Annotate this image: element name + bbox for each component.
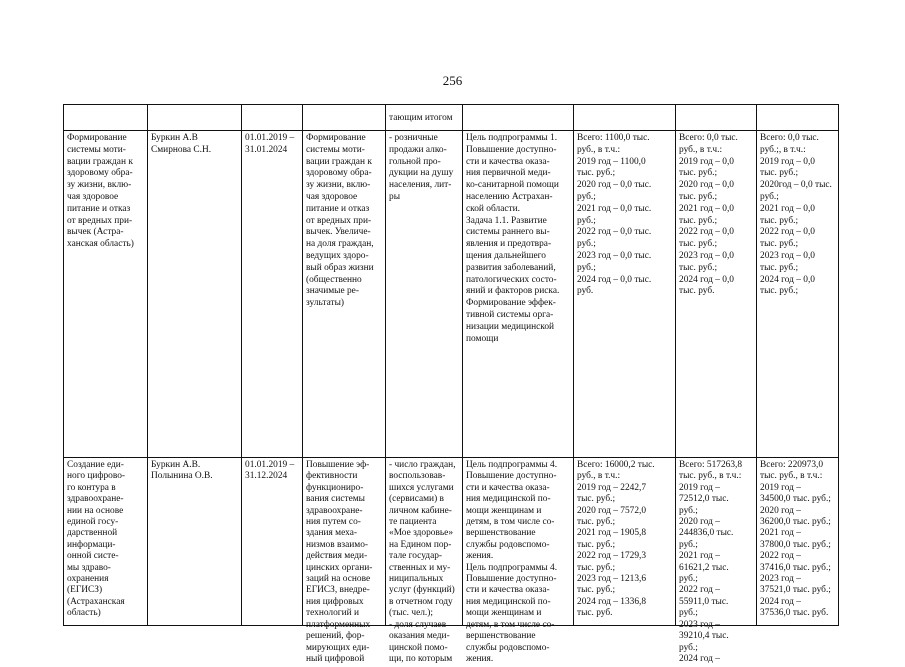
header-cell-indicator: тающим итогом: [389, 113, 453, 123]
cell-responsible: Буркин А.В Смирнова С.Н.: [151, 133, 212, 155]
cell-funding-3: Всего: 0,0 тыс. руб.;, в т.ч.: 2019 год – 0,0 тыс. руб.; 2020год – 0,0 тыс. руб.; 2021 год – 0,0 тыс. руб.; 2022 год – 0,0 тыс. руб.; 2023 год – 0,0 тыс. руб.; 2024 год – 0,0 тыс. руб.;: [760, 133, 832, 297]
cell-funding-2: Всего: 0,0 тыс. руб., в т.ч.: 2019 год – 0,0 тыс. руб.; 2020 год – 0,0 тыс. руб.; 2021 год – 0,0 тыс. руб.; 2022 год – 0,0 тыс. руб.; 2023 год – 0,0 тыс. руб.; 2024 год – 0,0 тыс. руб.: [679, 133, 738, 297]
cell-dates: 01.01.2019 – 31.01.2024: [245, 133, 295, 155]
cell-result: Формирование системы моти- вации граждан к здоровому обра- зу жизни, вклю- чая здоровое питание и отказ от вредных при- вычек. Увеличе- на доля граждан, ведущих здоро- вый образ жизни (общественно значимые ре- зультаты): [306, 133, 374, 309]
cell-responsible: Буркин А.В. Полынина О.В.: [151, 460, 213, 482]
cell-event-name: Создание еди- ного цифрово- го контура в здравоохране- нии на основе единой госу- дарственной информаци- онной систе- мы здраво- охранения (ЕГИСЗ) (Астраханская область): [67, 460, 126, 619]
cell-event-name: Формирование системы моти- вации граждан к здоровому обра- зу жизни, вклю- чая здоровое питание и отказ от вредных при- вычек (Астра- ханская область): [67, 133, 134, 250]
cell-goal: Цель подпрограммы 1. Повышение доступно- сти и качества оказа- ния первичной меди- ко-санитарной помощи населению Астрахан- ской области. Задача 1.1. Развитие системы раннего вы- явления и предотвра- щения дальнейшего развития заболеваний, патологических состо- яний и факторов риска. Формирование эффек- тивной системы орга- низации медицинской помощи: [466, 133, 560, 344]
cell-funding-2: Всего: 517263,8 тыс. руб., в т.ч.: 2019 год – 72512,0 тыс. руб.; 2020 год – 244836,0 тыс. руб.; 2021 год – 61621,2 тыс. руб.; 2022 год – 55911,0 тыс. руб.; 2023 год – 39210,4 тыс. руб.; 2024 год –: [679, 460, 743, 664]
cell-result: Повышение эф- фективности функциониро- вания системы здравоохране- ния путем со- здания меха- низмов взаимо- действия меди- цинских органи- заций на основе ЕГИСЗ, внедре- ния цифровых технологий и платформенных решений, фор- мирующих еди- ный цифровой: [306, 460, 373, 664]
cell-funding-3: Всего: 220973,0 тыс. руб., в т.ч.: 2019 год – 34500,0 тыс. руб.; 2020 год – 36200,0 тыс. руб.; 2021 год – 37800,0 тыс. руб.; 2022 год – 37416,0 тыс. руб.; 2023 год – 37521,0 тыс. руб.; 2024 год – 37536,0 тыс. руб.: [760, 460, 831, 619]
cell-funding-1: Всего: 16000,2 тыс. руб., в т.ч.: 2019 год – 2242,7 тыс. руб.; 2020 год – 7572,0 тыс. руб.; 2021 год – 1905,8 тыс. руб.; 2022 год – 1729,3 тыс. руб.; 2023 год – 1213,6 тыс. руб.; 2024 год – 1336,8 тыс. руб.: [577, 460, 655, 619]
cell-funding-1: Всего: 1100,0 тыс. руб., в т.ч.: 2019 год – 1100,0 тыс. руб.; 2020 год – 0,0 тыс. руб.; 2021 год – 0,0 тыс. руб.; 2022 год – 0,0 тыс. руб.; 2023 год – 0,0 тыс. руб.; 2024 год – 0,0 тыс. руб.: [577, 133, 652, 297]
program-table: [63, 104, 839, 664]
cell-indicator: - розничные продажи алко- гольной про- дукции на душу населения, лит- ры: [389, 133, 454, 202]
table-row: [64, 458, 838, 664]
table-row: [64, 131, 838, 458]
cell-goal: Цель подпрограммы 4. Повышение доступно- сти и качества оказа- ния медицинской по- мощи женщинам и детям, в том числе со- вершенствование службы родовспомо- жения. Цель подпрограммы 4. Повышение доступно- сти и качества оказа- ния медицинской по- мощи женщинам и детям, в том числе со- вершенствование службы родовспомо- жения.: [466, 460, 558, 664]
page-number: 256: [442, 73, 463, 88]
table-header-row: [64, 105, 838, 131]
cell-dates: 01.01.2019 – 31.12.2024: [245, 460, 295, 482]
cell-indicator: - число граждан, воспользовав- шихся услугами (сервисами) в личном кабине- те пациента «Мое здоровье» на Едином пор- тале государ- ственных и му- ниципальных услуг (функций) в отчетном году (тыс. чел.); - доля случаев оказания меди- цинской помо- щи, по которым: [389, 460, 456, 664]
